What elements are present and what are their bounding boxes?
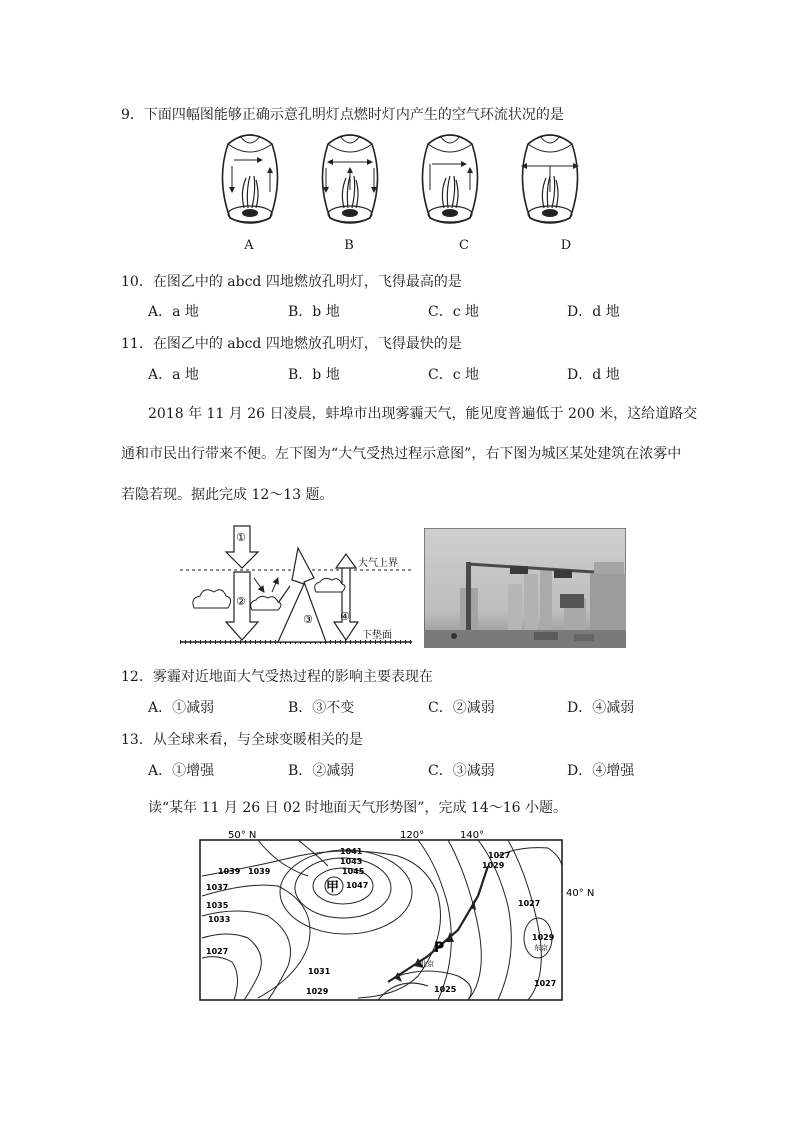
- diagram-label-3: ③: [303, 613, 313, 626]
- q10-option-a[interactable]: A．a 地: [148, 304, 199, 320]
- isobar-label: 1047: [346, 881, 369, 890]
- q12-option-d[interactable]: D．④减弱: [567, 700, 635, 716]
- lamp-figures: [200, 128, 600, 230]
- question-10: 10．在图乙中的 abcd 四地燃放孔明灯，飞得最高的是: [121, 274, 462, 290]
- q12-option-c[interactable]: C．②减弱: [428, 700, 495, 716]
- isobar-label: 1035: [206, 901, 229, 910]
- isobar-label: 1027: [488, 851, 511, 860]
- atmospheric-heating-diagram: [180, 522, 412, 650]
- isobar-label: 1031: [308, 967, 331, 976]
- label-b: B: [344, 238, 354, 253]
- q13-option-d[interactable]: D．④增强: [567, 763, 635, 779]
- isobar-label: 1029: [306, 987, 329, 996]
- isobar-label: 1027: [206, 947, 229, 956]
- isobar-label: 1029: [532, 933, 555, 942]
- lamp-c: [422, 135, 477, 223]
- isobar-label: 1041: [340, 847, 363, 856]
- q11-option-d[interactable]: D．d 地: [567, 367, 620, 383]
- label-d: D: [560, 238, 572, 253]
- lat-50: 50° N: [228, 830, 257, 841]
- isobar-label: 1043: [340, 857, 363, 866]
- point-p: P: [434, 940, 445, 956]
- question-12: 12．雾霾对近地面大气受热过程的影响主要表现在: [121, 669, 433, 685]
- q11-option-c[interactable]: C．c 地: [428, 367, 480, 383]
- lon-120: 120°: [400, 830, 425, 841]
- diagram-label-1: ①: [236, 531, 246, 544]
- lon-140: 140°: [460, 830, 485, 841]
- isobar-label: 1039: [248, 867, 271, 876]
- passage-line-2: 通和市民出行带来不便。左下图为“大气受热过程示意图”，右下图为城区某处建筑在浓雾中: [121, 446, 682, 462]
- weather-map: [198, 826, 600, 1004]
- passage-line-3: 若隐若现。据此完成 12～13 题。: [121, 487, 334, 503]
- q13-option-c[interactable]: C．③减弱: [428, 763, 495, 779]
- isobar-label: 1027: [534, 979, 557, 988]
- q13-option-a[interactable]: A．①增强: [148, 763, 215, 779]
- isobar-label: 1025: [434, 985, 457, 994]
- isobar-label: 1039: [218, 867, 241, 876]
- q11-option-a[interactable]: A．a 地: [148, 367, 199, 383]
- isobar-label: 1029: [482, 861, 505, 870]
- q10-option-d[interactable]: D．d 地: [567, 304, 620, 320]
- diagram-top-label: 大气上界: [358, 558, 398, 569]
- question-11: 11．在图乙中的 abcd 四地燃放孔明灯，飞得最快的是: [121, 336, 462, 352]
- isobar-label: 1045: [342, 867, 365, 876]
- diagram-label-4: ④: [340, 610, 350, 623]
- question-9: 9．下面四幅图能够正确示意孔明灯点燃时灯内产生的空气环流状况的是: [121, 107, 564, 123]
- isobar-label: 1027: [518, 899, 541, 908]
- q11-option-b[interactable]: B．b 地: [288, 367, 340, 383]
- city-beijing: 北京: [420, 960, 434, 968]
- question-13: 13．从全球来看，与全球变暖相关的是: [121, 732, 363, 748]
- diagram-bottom-label: 下垫面: [362, 630, 392, 641]
- q12-option-a[interactable]: A．①减弱: [148, 700, 215, 716]
- q10-option-c[interactable]: C．c 地: [428, 304, 480, 320]
- isobar-label: 1037: [206, 883, 229, 892]
- lamp-d: [522, 135, 578, 223]
- q13-option-b[interactable]: B．②减弱: [288, 763, 355, 779]
- city-tokyo: 东京: [534, 944, 548, 952]
- q10-option-b[interactable]: B．b 地: [288, 304, 340, 320]
- q12-option-b[interactable]: B．③不变: [288, 700, 355, 716]
- lamp-b: [322, 135, 377, 223]
- lat-40: 40° N: [566, 888, 595, 899]
- passage-line-1: 2018 年 11 月 26 日凌晨，蚌埠市出现雾霾天气，能见度普遍低于 200 米，这给道路交: [148, 406, 698, 422]
- diagram-label-2: ②: [236, 595, 246, 608]
- isobar-label: 1033: [208, 915, 231, 924]
- high-pressure-center: 甲: [326, 880, 340, 895]
- fog-city-photo: [424, 528, 626, 648]
- weather-intro: 读“某年 11 月 26 日 02 时地面天气形势图”，完成 14～16 小题。: [148, 800, 567, 816]
- lamp-a: [222, 135, 277, 223]
- label-a: A: [244, 238, 254, 253]
- label-c: C: [459, 238, 469, 253]
